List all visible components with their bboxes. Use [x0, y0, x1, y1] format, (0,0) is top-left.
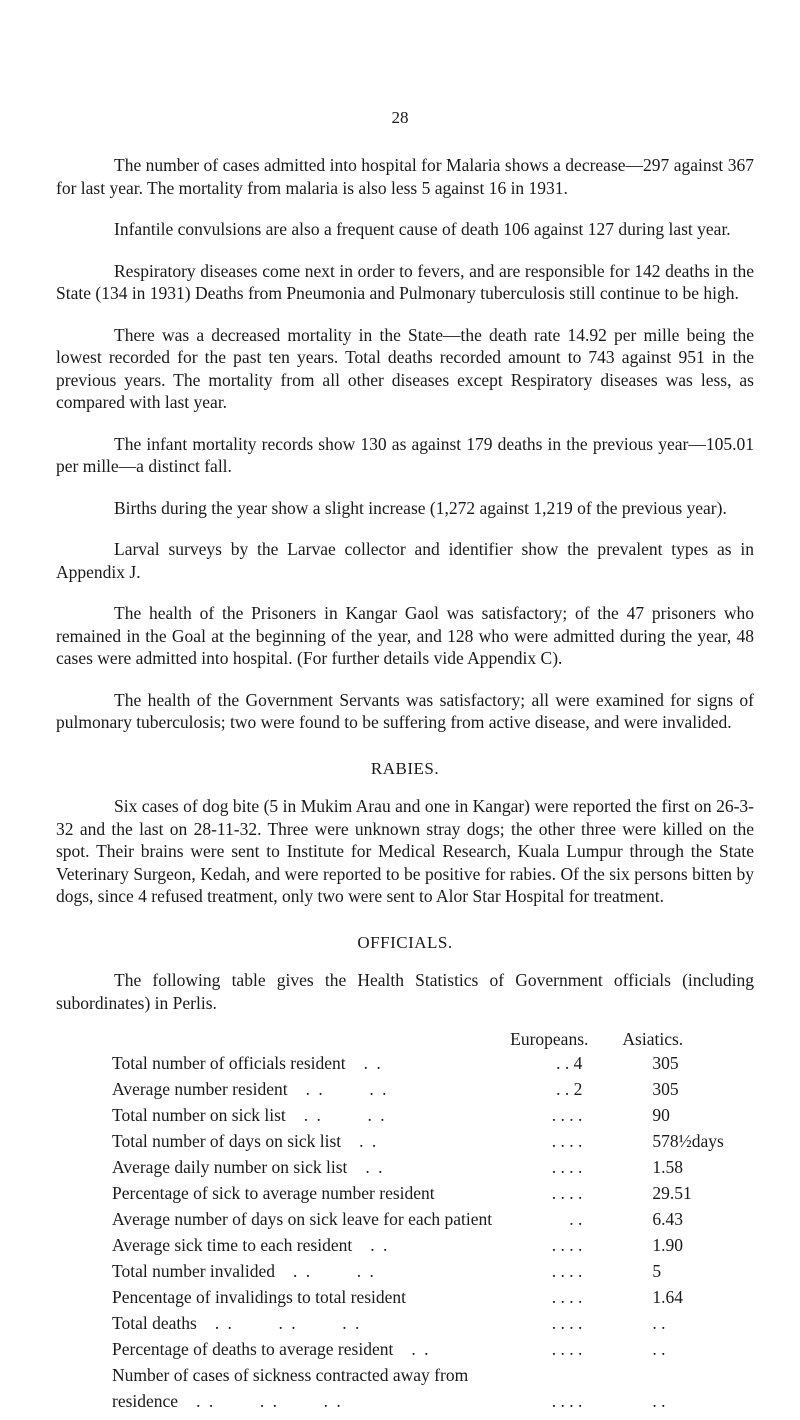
row-leader-dots: . . . . — [293, 1261, 376, 1281]
row-label-cell — [56, 1234, 510, 1260]
row-label-cell — [56, 1156, 510, 1182]
paragraph-larval-surveys: Larval surveys by the Larvae collector and identifier show the prevalent types as in Appendix J. — [56, 539, 754, 582]
table-row — [56, 1338, 754, 1364]
asiatics-value: 90 — [652, 1105, 670, 1125]
europeans-value: . . . . — [551, 1261, 583, 1281]
row-label: Percentage of deaths to average resident — [112, 1339, 394, 1359]
officials-stats-table — [56, 1026, 754, 1416]
europeans-value: . . . . — [551, 1157, 583, 1177]
asiatics-value: 6.43 — [652, 1209, 684, 1229]
paragraph-government-servants: The health of the Government Servants was satisfactory; all were examined for signs of pulmonary tuberculosis; two were found to be suffering from active disease, and were invalided. — [56, 689, 754, 732]
row-label: Average sick time to each resident — [112, 1235, 353, 1255]
table-row — [56, 1390, 754, 1416]
row-label: residence — [112, 1391, 179, 1411]
europeans-value: . . . . — [551, 1183, 583, 1203]
paragraph-infant-mortality: The infant mortality records show 130 as against 179 deaths in the previous year—105.01 per mille—a distinct fall. — [56, 433, 754, 476]
row-label: Total deaths — [112, 1313, 197, 1333]
europeans-value: . . — [569, 1209, 583, 1229]
table-row — [56, 1234, 754, 1260]
row-leader-dots: . . . . — [305, 1079, 389, 1099]
label-header — [56, 1026, 510, 1052]
asiatics-value: . . — [652, 1391, 666, 1411]
row-label-cell — [56, 1130, 510, 1156]
row-leader-dots: . . — [370, 1235, 390, 1255]
table-row — [56, 1052, 754, 1078]
europeans-value: . . 4 — [556, 1053, 583, 1073]
row-label: Total number of officials resident — [112, 1053, 346, 1073]
asiatics-value: 578½days — [652, 1131, 724, 1151]
europeans-value: . . . . — [551, 1235, 583, 1255]
table-row — [56, 1260, 754, 1286]
paragraph-malaria: The number of cases admitted into hospital for Malaria shows a decrease—297 against 367 for last year. The mortality from malaria is also less 5 against 16 in 1931. — [56, 155, 754, 198]
row-leader-dots: . . — [365, 1157, 385, 1177]
paragraph-mortality: There was a decreased mortality in the State—the death rate 14.92 per mille being the lowest recorded for the past ten years. Total deaths recorded amount to 743 against 951 in the previous years. The mortality from all other diseases except Respiratory diseases was less, as compared with last year. — [56, 324, 754, 412]
asiatics-value: 29.51 — [652, 1183, 692, 1203]
row-leader-dots: . . . . . . — [214, 1313, 362, 1333]
document-body — [56, 154, 754, 1416]
asiatics-value: 1.90 — [652, 1235, 684, 1255]
asiatics-value: 1.64 — [652, 1287, 684, 1307]
row-label: Average number of days on sick leave for each patient — [112, 1209, 493, 1229]
asiatics-value — [588, 1364, 754, 1390]
row-label-cell — [56, 1390, 510, 1416]
row-label-cell — [56, 1312, 510, 1338]
row-label-cell — [56, 1364, 510, 1390]
table-row — [56, 1312, 754, 1338]
paragraph-prisoners: The health of the Prisoners in Kangar Gaol was satisfactory; of the 47 prisoners who remained in the Goal at the beginning of the year, and 128 who were admitted during the year, 48 cases were admitted into hospital. (For further details vide Appendix C). — [56, 603, 754, 668]
row-label: Total number of days on sick list — [112, 1131, 342, 1151]
asiatics-value: 5 — [652, 1261, 662, 1281]
row-label: Pencentage of invalidings to total resident — [112, 1287, 407, 1307]
row-label: Average daily number on sick list — [112, 1157, 348, 1177]
paragraph-convulsions: Infantile convulsions are also a frequent cause of death 106 against 127 during last year. — [114, 219, 731, 239]
table-row — [56, 1364, 754, 1390]
row-label-cell — [56, 1338, 510, 1364]
rabies-heading: RABIES. — [370, 758, 440, 778]
europeans-value — [510, 1364, 588, 1390]
table-row — [56, 1104, 754, 1130]
row-label-cell — [56, 1104, 510, 1130]
table-row — [56, 1208, 754, 1234]
asiatics-value: 305 — [652, 1079, 679, 1099]
asiatics-value: 1.58 — [652, 1157, 684, 1177]
row-label: Number of cases of sickness contracted away from — [112, 1365, 469, 1385]
page-number: 28 — [391, 108, 409, 127]
officials-heading: OFFICIALS. — [357, 932, 453, 952]
table-row — [56, 1078, 754, 1104]
asiatics-column-header: Asiatics. — [622, 1028, 684, 1049]
europeans-value: . . . . — [551, 1105, 583, 1125]
row-leader-dots: . . — [411, 1339, 431, 1359]
row-label: Total number invalided — [112, 1261, 276, 1281]
paragraph-respiratory: Respiratory diseases come next in order to fevers, and are responsible for 142 deaths in the State (134 in 1931) Deaths from Pneumonia and Pulmonary tuberculosis still continue to be high. — [56, 260, 754, 303]
europeans-value: . . . . — [551, 1339, 583, 1359]
asiatics-value: . . — [652, 1339, 666, 1359]
europeans-value: . . 2 — [556, 1079, 583, 1099]
table-row — [56, 1130, 754, 1156]
europeans-value: . . . . — [551, 1391, 583, 1411]
row-label-cell — [56, 1182, 510, 1208]
table-header-row — [56, 1026, 754, 1052]
paragraph-rabies: Six cases of dog bite (5 in Mukim Arau and one in Kangar) were reported the first on 26-3-32 and the last on 28-11-32. Three were unknown stray dogs; the other three were killed on the spot. Their brains were sent to Institute for Medical Research, Kuala Lumpur through the State Veterinary Surgeon, Kedah, and were reported to be positive for rabies. Of the six persons bitten by dogs, since 4 refused treatment, only two were sent to Alor Star Hospital for treatment. — [56, 796, 754, 906]
europeans-value: . . . . — [551, 1287, 583, 1307]
europeans-column-header: Europeans. — [510, 1028, 589, 1049]
table-row — [56, 1286, 754, 1312]
table-row — [56, 1156, 754, 1182]
paragraph-officials-intro: The following table gives the Health Statistics of Government officials (including subordinates) in Perlis. — [56, 970, 754, 1013]
asiatics-value: 305 — [652, 1053, 679, 1073]
row-label: Total number on sick list — [112, 1105, 286, 1125]
europeans-value: . . . . — [551, 1131, 583, 1151]
row-label-cell — [56, 1260, 510, 1286]
asiatics-value: . . — [652, 1313, 666, 1333]
row-leader-dots: . . . . . . — [196, 1391, 343, 1411]
row-leader-dots: . . . . — [303, 1105, 387, 1125]
table-row — [56, 1182, 754, 1208]
row-leader-dots: . . — [363, 1053, 383, 1073]
row-label-cell — [56, 1286, 510, 1312]
row-leader-dots: . . — [359, 1131, 379, 1151]
row-label-cell — [56, 1078, 510, 1104]
paragraph-births: Births during the year show a slight increase (1,272 against 1,219 of the previous year). — [114, 497, 727, 518]
row-label: Percentage of sick to average number resident — [112, 1183, 435, 1203]
row-label-cell — [56, 1052, 510, 1078]
table-body — [56, 1052, 754, 1416]
row-label-cell — [56, 1208, 510, 1234]
europeans-value: . . . . — [551, 1313, 583, 1333]
row-label: Average number resident — [112, 1079, 288, 1099]
